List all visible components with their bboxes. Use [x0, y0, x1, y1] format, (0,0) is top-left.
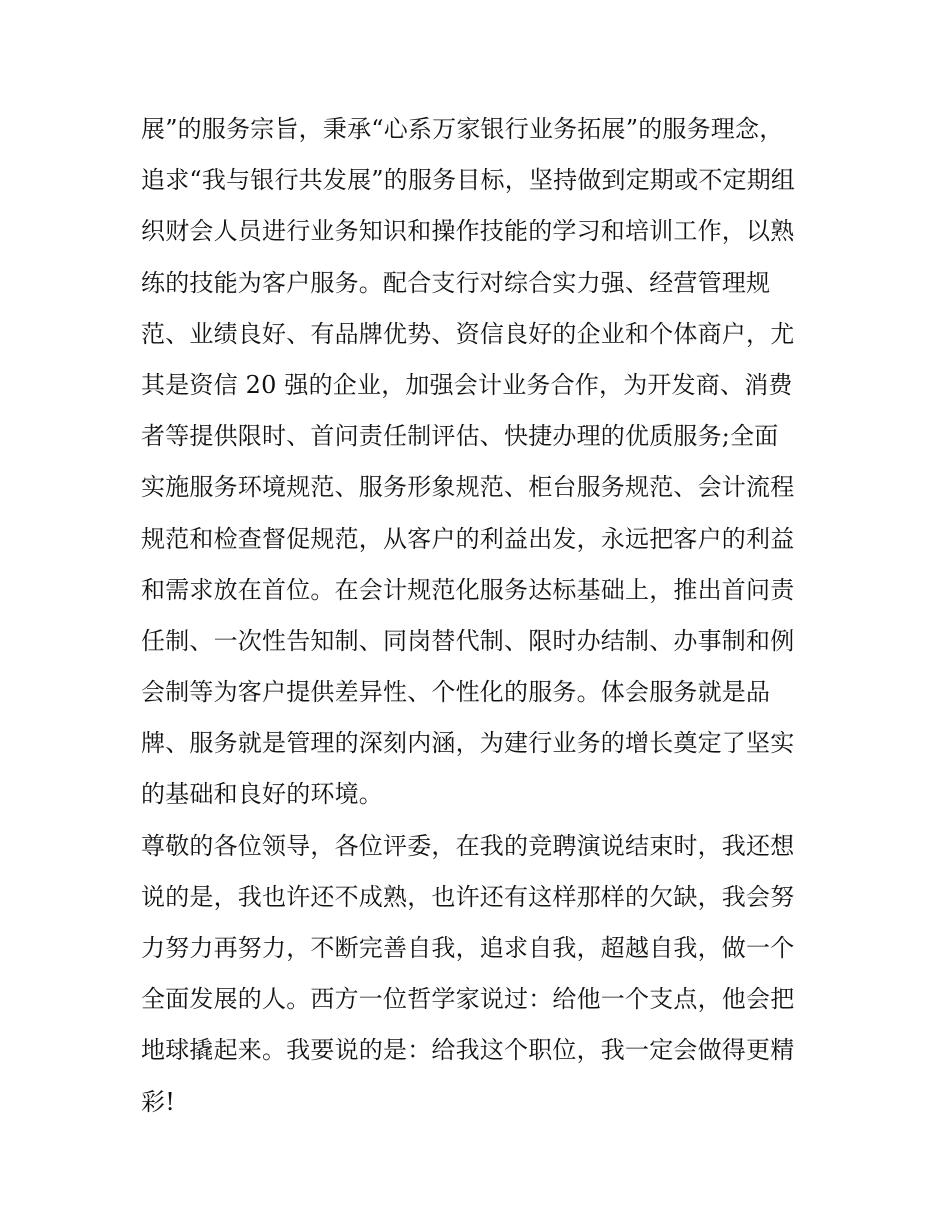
- text-line: 力努力再努力，不断完善自我，追求自我，超越自我，做一个: [141, 934, 795, 962]
- text-line: 实施服务环境规范、服务形象规范、柜台服务规范、会计流程: [141, 473, 795, 502]
- text-line: 其是资信 20 强的企业，加强会计业务合作，为开发商、消费: [141, 370, 793, 399]
- text-line: 织财会人员进行业务知识和操作技能的学习和培训工作，以熟: [141, 217, 795, 246]
- text-line: 和需求放在首位。在会计规范化服务达标基础上，推出首问责: [141, 575, 795, 604]
- text-line: 规范和检查督促规范，从客户的利益出发，永远把客户的利益: [141, 524, 795, 553]
- body-text: [141, 104, 821, 1128]
- text-line: 尊敬的各位领导，各位评委，在我的竞聘演说结束时，我还想: [141, 831, 795, 860]
- text-line: 者等提供限时、首问责任制评估、快捷办理的优质服务;全面: [141, 422, 779, 451]
- text-line: 地球撬起来。我要说的是：给我这个职位，我一定会做得更精: [141, 1036, 795, 1065]
- text-line: 会制等为客户提供差异性、个性化的服务。体会服务就是品: [141, 678, 771, 707]
- text-line: 练的技能为客户服务。配合支行对综合实力强、经营管理规: [141, 268, 771, 297]
- text-line: 彩!: [141, 1087, 176, 1116]
- text-line: 展”的服务宗旨，秉承“心系万家银行业务拓展”的服务理念，: [141, 115, 784, 143]
- text-line: 全面发展的人。西方一位哲学家说过：给他一个支点，他会把: [141, 985, 795, 1014]
- text-line: 任制、一次性告知制、同岗替代制、限时办结制、办事制和例: [141, 626, 795, 655]
- text-line: 的基础和良好的环境。: [141, 780, 383, 809]
- text-line: 说的是，我也许还不成熟，也许还有这样那样的欠缺，我会努: [141, 882, 795, 911]
- text-line: 牌、服务就是管理的深刻内涵，为建行业务的增长奠定了坚实: [141, 729, 795, 758]
- text-line: 追求“我与银行共发展”的服务目标，坚持做到定期或不定期组: [141, 166, 796, 195]
- text-line: 范、业绩良好、有品牌优势、资信良好的企业和个体商户，尤: [141, 319, 795, 348]
